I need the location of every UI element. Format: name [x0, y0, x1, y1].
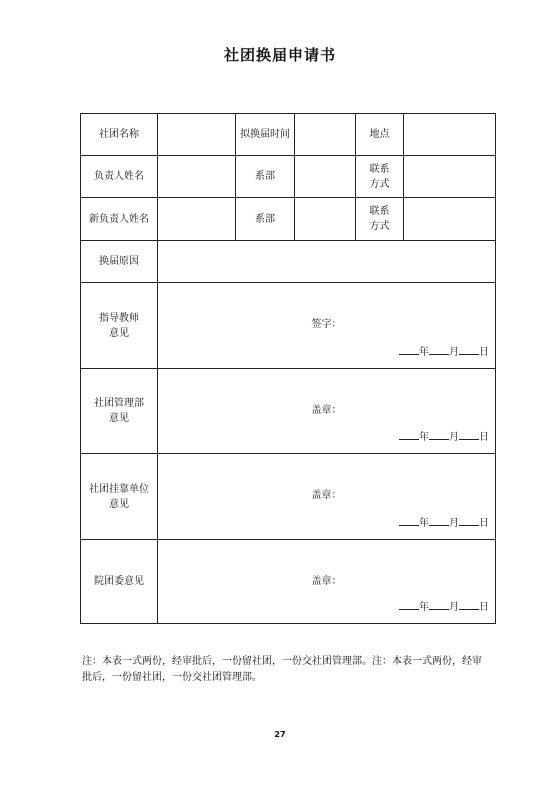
year-label: 年 — [419, 518, 429, 529]
month-blank[interactable] — [429, 344, 449, 355]
reason-label: 换届原因 — [81, 241, 158, 283]
league-committee-opinion-label — [81, 540, 158, 624]
opinion-label-line1: 指导教师 — [99, 312, 139, 324]
opinion-label-line2: 意见 — [109, 327, 129, 339]
new-leader-contact-label — [356, 198, 404, 241]
leader-name-label: 负责人姓名 — [81, 156, 158, 198]
leader-name-value[interactable] — [158, 156, 236, 198]
new-leader-contact-value[interactable] — [404, 198, 496, 241]
advisor-opinion-label — [81, 283, 158, 369]
year-blank[interactable] — [399, 599, 419, 610]
planned-time-value[interactable] — [295, 114, 356, 156]
day-blank[interactable] — [459, 599, 479, 610]
month-label: 月 — [449, 602, 459, 613]
signature-label: 签字： — [311, 319, 342, 330]
date-line — [399, 515, 489, 531]
date-line — [399, 599, 489, 615]
day-blank[interactable] — [459, 515, 479, 526]
contact-label-line1: 联系 — [369, 163, 390, 175]
month-label: 月 — [449, 347, 459, 358]
year-blank[interactable] — [399, 429, 419, 440]
day-blank[interactable] — [459, 344, 479, 355]
year-blank[interactable] — [399, 344, 419, 355]
form-title: 社团换届申请书 — [223, 46, 336, 64]
leader-contact-label — [356, 156, 404, 198]
affiliated-unit-opinion-field[interactable] — [158, 454, 496, 540]
seal-label: 盖章： — [311, 405, 342, 416]
application-form-table — [80, 113, 496, 624]
reason-value[interactable] — [158, 241, 496, 283]
date-line — [399, 429, 489, 445]
affiliated-unit-opinion-label — [81, 454, 158, 540]
contact-label-line2: 方式 — [369, 178, 390, 190]
new-leader-name-value[interactable] — [158, 198, 236, 241]
seal-label: 盖章： — [311, 576, 342, 587]
leader-contact-value[interactable] — [404, 156, 496, 198]
month-label: 月 — [449, 432, 459, 443]
month-blank[interactable] — [429, 515, 449, 526]
opinion-label-line2: 意见 — [109, 498, 129, 510]
club-name-value[interactable] — [158, 114, 236, 156]
club-name-label: 社团名称 — [81, 114, 158, 156]
year-label: 年 — [419, 602, 429, 613]
new-leader-dept-label: 系部 — [236, 198, 295, 241]
club-management-opinion-label — [81, 369, 158, 454]
month-blank[interactable] — [429, 599, 449, 610]
month-label: 月 — [449, 518, 459, 529]
club-management-opinion-field[interactable] — [158, 369, 496, 454]
leader-dept-value[interactable] — [295, 156, 356, 198]
year-label: 年 — [419, 432, 429, 443]
leader-dept-label: 系部 — [236, 156, 295, 198]
opinion-label-line1: 社团挂靠单位 — [89, 483, 149, 495]
form-note: 注：本表一式两份，经审批后，一份留社团，一份交社团管理部。注：本表一式两份，经审批后，一份留社团，一份交社团管理部。 — [82, 656, 482, 683]
new-leader-dept-value[interactable] — [295, 198, 356, 241]
page-number: 27 — [274, 730, 286, 739]
day-blank[interactable] — [459, 429, 479, 440]
new-leader-name-label: 新负责人姓名 — [81, 198, 158, 241]
day-label: 日 — [479, 347, 489, 358]
league-committee-opinion-field[interactable] — [158, 540, 496, 624]
location-label: 地点 — [356, 114, 404, 156]
opinion-label-line1: 院团委意见 — [94, 576, 144, 587]
day-label: 日 — [479, 432, 489, 443]
planned-time-label: 拟换届时间 — [236, 114, 295, 156]
contact-label-line1: 联系 — [369, 206, 390, 217]
year-blank[interactable] — [399, 515, 419, 526]
date-line — [399, 344, 489, 360]
contact-label-line2: 方式 — [369, 221, 390, 232]
opinion-label-line2: 意见 — [109, 413, 129, 424]
year-label: 年 — [419, 347, 429, 358]
location-value[interactable] — [404, 114, 496, 156]
advisor-opinion-field[interactable] — [158, 283, 496, 369]
day-label: 日 — [479, 518, 489, 529]
month-blank[interactable] — [429, 429, 449, 440]
opinion-label-line1: 社团管理部 — [94, 398, 144, 409]
day-label: 日 — [479, 602, 489, 613]
seal-label: 盖章： — [311, 490, 342, 501]
